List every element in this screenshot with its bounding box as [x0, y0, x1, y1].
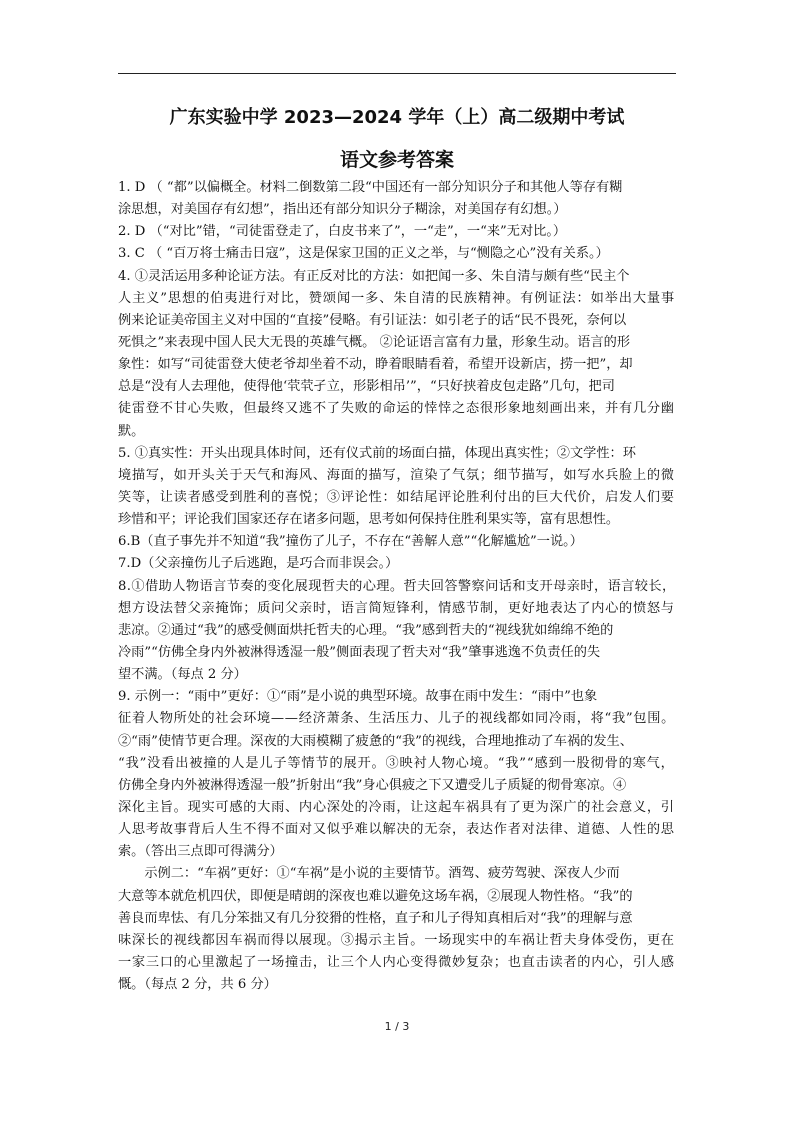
answer-line: ②“雨”使情节更合理。深夜的大雨模糊了疲惫的“我”的视线，合理地推动了车祸的发生、 [118, 733, 633, 749]
answer-line: 人主义”思想的伯夷进行对比，赞颂闻一多、朱自清的民族精神。有例证法：如举出大量事 [118, 290, 676, 306]
answer-line: 象性：如写“司徒雷登大使老爷却坐着不动，睁着眼睛看着，希望开设新店，捞一把”，却 [118, 357, 633, 373]
answer-line: 望不满。（每点 2 分） [118, 667, 247, 683]
answer-line: 想方设法替父亲掩饰；质问父亲时，语言简短锋利，情感节制，更好地表达了内心的愤怒与 [118, 600, 675, 616]
answer-line: 笑等，让读者感受到胜利的喜悦；③评论性：如结尾评论胜利付出的巨大代价，启发人们要 [118, 489, 675, 505]
answer-line: 境描写，如开头关于天气和海风、海面的描写，渲染了气氛；细节描写，如写水兵脸上的微 [118, 467, 675, 483]
answer-line: 征着人物所处的社会环境——经济萧条、生活压力、儿子的视线都如同冷雨，将“我”包围。 [118, 711, 676, 727]
answer-line: 徒雷登不甘心失败，但最终又逃不了失败的命运的悻悻之态很形象地刻画出来，并有几分幽 [118, 401, 675, 417]
answer-line: 涂思想，对美国存有幻想”，指出还有部分知识分子糊涂，对美国存有幻想。） [118, 202, 567, 218]
answer-line: 深化主旨。现实可感的大雨、内心深处的冷雨，让这起车祸具有了更为深广的社会意义，引 [118, 799, 675, 815]
answer-line: 一家三口的心里激起了一场撞击，让三个人内心变得微妙复杂；也直击读者的内心，引人感 [118, 954, 675, 970]
answer-line: 2. D （“对比”错，“司徒雷登走了，白皮书来了”，一“走”，一“来”无对比。） [118, 224, 567, 240]
exam-title: 广东实验中学 2023—2024 学年（上）高二级期中考试 [169, 107, 625, 128]
top-rule [118, 73, 676, 74]
answer-line: 冷雨”“仿佛全身内外被淋得透湿一般”侧面表现了哲夫对“我”肇事逃逸不负责任的失 [118, 644, 601, 660]
answer-line: 9. 示例一：“雨中”更好：①“雨”是小说的典型环境。故事在雨中发生：“雨中”也象 [118, 689, 598, 705]
answer-line: 悲凉。②通过“我”的感受侧面烘托哲夫的心理。“我”感到哲夫的“视线犹如绵绵不绝的 [118, 622, 614, 638]
answer-line: “我”没看出被撞的人是儿子等情节的展开。③映衬人物心境。“我”“感到一股彻骨的寒气， [118, 755, 675, 771]
answer-line: 1. D （ “都”以偏概全。材料二倒数第二段“中国还有一部分知识分子和其他人等存有糊 [118, 180, 623, 195]
answer-line: 索。（答出三点即可得满分） [118, 844, 283, 860]
answer-line: 示例二：“车祸”更好：①“车祸”是小说的主要情节。酒驾、疲劳驾驶、深夜人少而 [118, 866, 620, 882]
answer-line: 死惧之”来表现中国人民大无畏的英雄气概。 ②论证语言富有力量，形象生动。语言的形 [118, 334, 631, 350]
answer-line: 5. ①真实性：开头出现具体时间，还有仪式前的场面白描，体现出真实性；②文学性：环 [118, 445, 636, 461]
answer-line: 总是“没有人去理他，使得他‘茕茕孑立，形影相吊’”，“只好挟着皮包走路”几句，把司 [118, 379, 615, 395]
answer-line: 4. ①灵活运用多种论证方法。有正反对比的方法：如把闻一多、朱自清与颇有些“民主个 [118, 268, 630, 284]
answer-line: 大意等本就危机四伏，即便是晴朗的深夜也难以避免这场车祸，②展现人物性格。“我”的 [118, 888, 633, 904]
answer-line: 7.D（父亲撞伤儿子后逃跑，是巧合而非误会。） [118, 556, 399, 572]
answer-line: 善良而卑怯、有几分笨拙又有几分狡猾的性格，直子和儿子得知真相后对“我”的理解与意 [118, 910, 633, 926]
answer-line: 珍惜和平；评论我们国家还存在诸多问题，思考如何保持住胜利果实等，富有思想性。 [118, 512, 620, 528]
answer-line: 仿佛全身内外被淋得透湿一般”折射出“我”身心俱疲之下又遭受儿子质疑的彻骨寒凉。④ [118, 777, 627, 793]
answer-line: 人思考故事背后人生不得不面对又似乎难以解决的无奈，表达作者对法律、道德、人性的思 [118, 822, 675, 838]
answer-line: 默。 [118, 423, 145, 439]
answer-line: 味深长的视线都因车祸而得以展现。③揭示主旨。一场现实中的车祸让哲夫身体受伤，更在 [118, 932, 675, 948]
answer-line: 例来论证美帝国主义对中国的“直接”侵略。有引证法：如引老子的话“民不畏死，奈何以 [118, 312, 627, 328]
answer-line: 6.B（直子事先并不知道“我”撞伤了儿子，不存在“善解人意”“化解尴尬”一说。） [118, 534, 583, 550]
answer-line: 3. C （ “百万将士痛击日寇”，这是保家卫国的正义之举，与“恻隐之心”没有关系。） [118, 246, 609, 262]
answer-line: 8.①借助人物语言节奏的变化展现哲夫的心理。哲夫回答警察问话和支开母亲时，语言较长， [118, 578, 676, 594]
document-subtitle: 语文参考答案 [339, 149, 454, 171]
page-number: 1 / 3 [384, 1020, 410, 1033]
answer-line: 慨。（每点 2 分，共 6 分） [118, 977, 277, 993]
answer-body [118, 177, 676, 996]
